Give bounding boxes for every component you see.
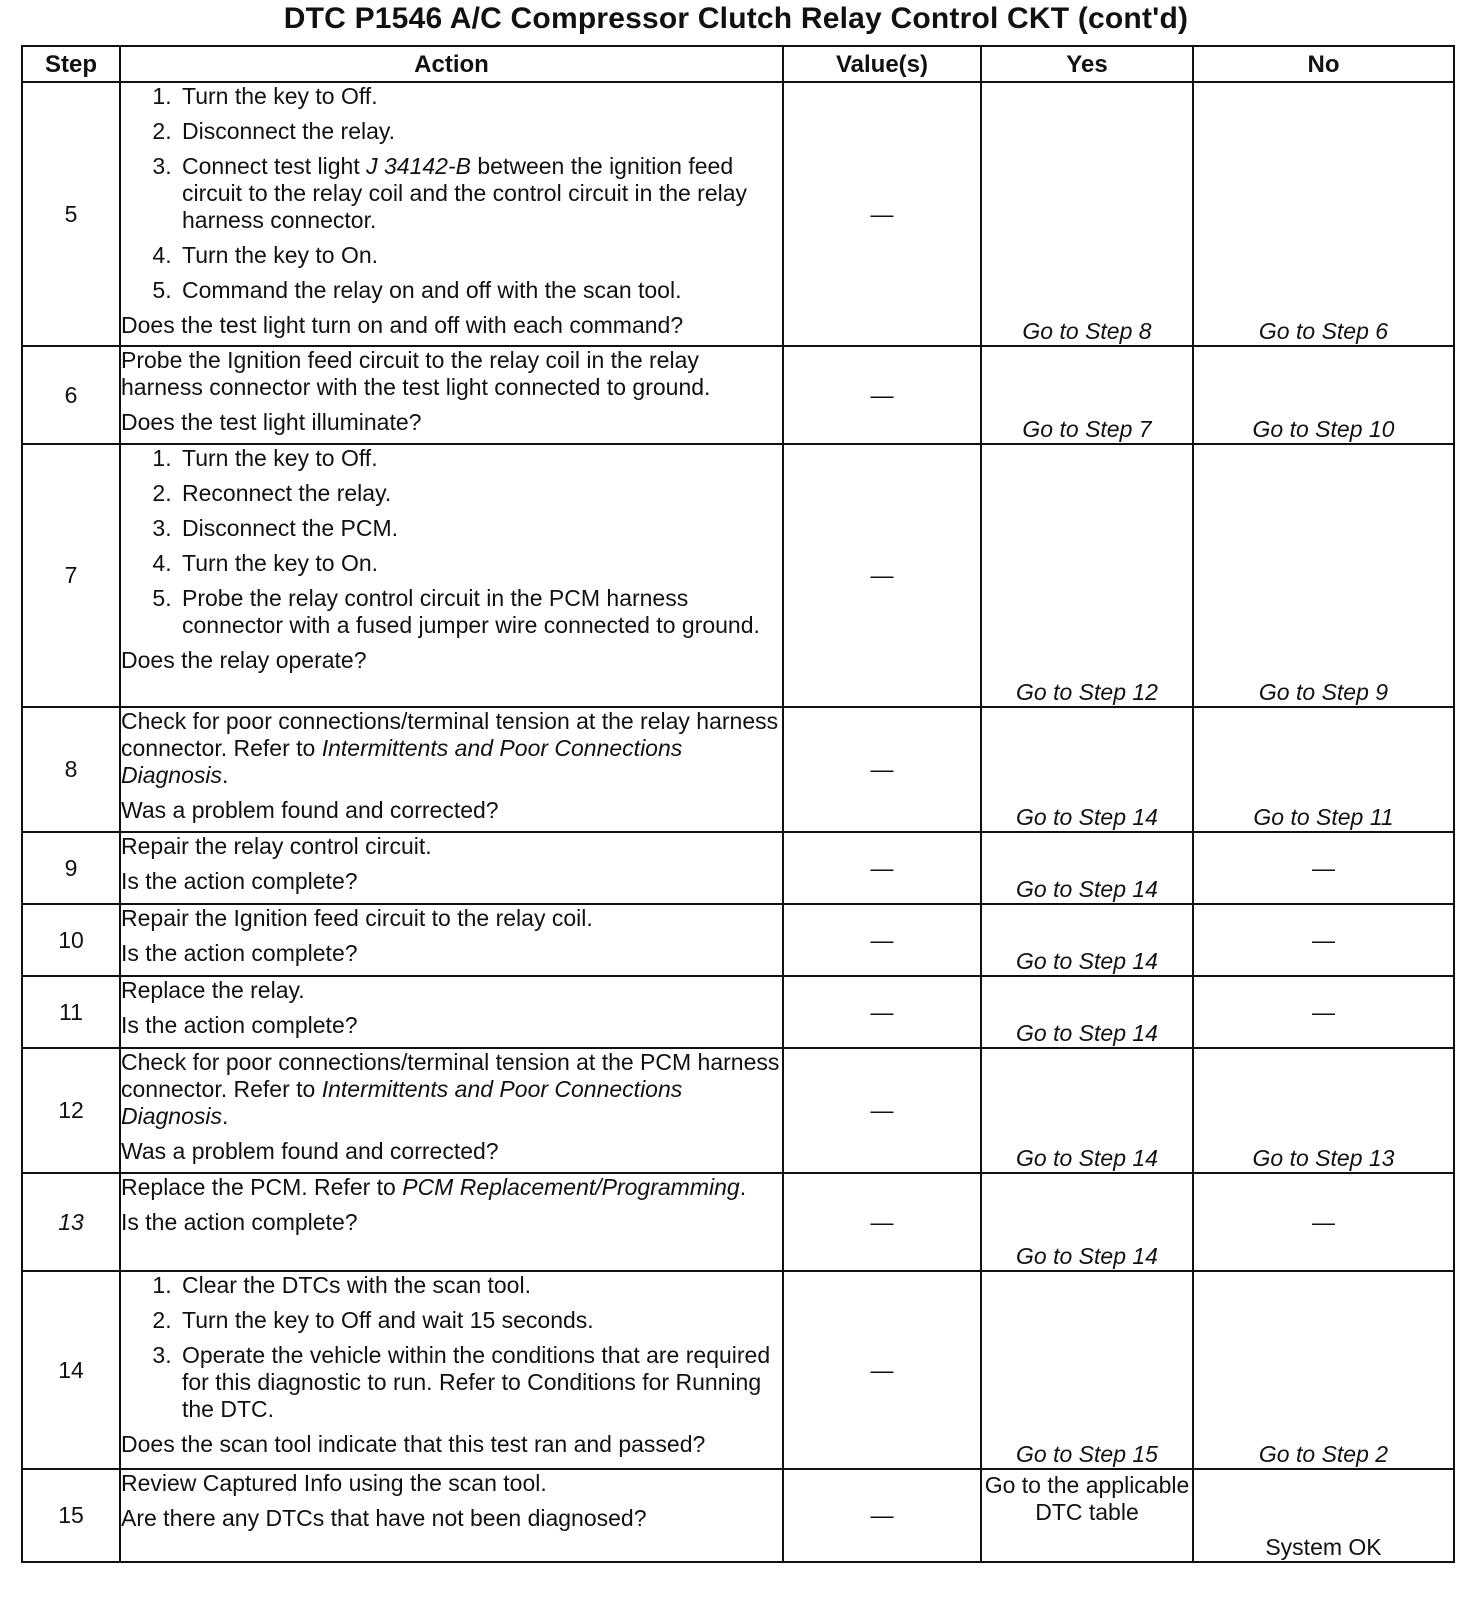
- action-item: 5. Command the relay on and off with the scan tool.: [178, 277, 782, 304]
- action-text: [121, 1049, 782, 1130]
- step-number: 11: [22, 976, 120, 1048]
- action-text-part: Check for poor connections/terminal tension at the relay harness connector. Refer to: [121, 708, 779, 761]
- page-title: DTC P1546 A/C Compressor Clutch Relay Control CKT (cont'd): [283, 2, 1189, 35]
- action-question: Does the test light illuminate?: [121, 409, 422, 435]
- action-cell: [120, 707, 783, 832]
- table-row-step-14: [22, 1271, 1454, 1469]
- step-number: 5: [22, 82, 120, 346]
- tool-reference: J 34142-B: [366, 153, 471, 179]
- action-question: Does the relay operate?: [121, 647, 367, 673]
- table-row-step-9: [22, 832, 1454, 904]
- table-row-step-7: [22, 444, 1454, 707]
- action-cell: [120, 1048, 783, 1173]
- action-question: Is the action complete?: [121, 868, 358, 894]
- step-number: 10: [22, 904, 120, 976]
- step-number: 13: [22, 1173, 120, 1271]
- no-cell: Go to Step 10: [1193, 346, 1454, 444]
- no-cell: —: [1193, 904, 1454, 976]
- action-text: Replace the relay.: [121, 977, 305, 1003]
- reference-link-text: PCM Replacement/Programming: [402, 1174, 740, 1200]
- no-cell: Go to Step 13: [1193, 1048, 1454, 1173]
- value-cell: —: [783, 707, 981, 832]
- header-values: Value(s): [783, 46, 981, 82]
- action-list: [121, 83, 782, 304]
- action-item: 2. Disconnect the relay.: [178, 118, 782, 145]
- action-cell: [120, 82, 783, 346]
- action-text-part: Replace the PCM. Refer to: [121, 1174, 403, 1200]
- yes-cell: Go to Step 14: [981, 1173, 1193, 1271]
- action-item: 4. Turn the key to On.: [178, 242, 782, 269]
- no-cell: —: [1193, 832, 1454, 904]
- action-text-end: .: [222, 1103, 229, 1129]
- action-cell: [120, 346, 783, 444]
- yes-cell: Go to Step 14: [981, 1048, 1193, 1173]
- action-item: 3. Disconnect the PCM.: [178, 515, 782, 542]
- no-cell: Go to Step 2: [1193, 1271, 1454, 1469]
- action-question: Is the action complete?: [121, 1012, 358, 1038]
- yes-cell: Go to Step 14: [981, 904, 1193, 976]
- action-text: Repair the Ignition feed circuit to the relay coil.: [121, 905, 593, 931]
- action-question: Was a problem found and corrected?: [121, 1138, 499, 1164]
- value-cell: —: [783, 904, 981, 976]
- table-header-row: [22, 46, 1454, 82]
- action-item: 5. Probe the relay control circuit in the PCM harness connector with a fused jumper wire connected to ground.: [178, 585, 782, 639]
- table-row-step-10: [22, 904, 1454, 976]
- step-number: 12: [22, 1048, 120, 1173]
- table-row-step-15: [22, 1469, 1454, 1562]
- table-row-step-11: [22, 976, 1454, 1048]
- action-cell: [120, 976, 783, 1048]
- no-cell: Go to Step 11: [1193, 707, 1454, 832]
- action-text: [121, 1174, 782, 1201]
- action-cell: [120, 904, 783, 976]
- yes-cell: Go to the applicable DTC table: [981, 1469, 1193, 1562]
- no-cell: Go to Step 9: [1193, 444, 1454, 707]
- action-question: Is the action complete?: [121, 940, 358, 966]
- value-cell: —: [783, 82, 981, 346]
- action-text: Repair the relay control circuit.: [121, 833, 432, 859]
- header-yes: Yes: [981, 46, 1193, 82]
- step-number: 8: [22, 707, 120, 832]
- step-number: 7: [22, 444, 120, 707]
- no-cell: System OK: [1193, 1469, 1454, 1562]
- action-item-text: Connect test light: [182, 153, 360, 179]
- table-row-step-12: [22, 1048, 1454, 1173]
- action-text: Probe the Ignition feed circuit to the relay coil in the relay harness connector with the test light connected to ground.: [121, 347, 711, 400]
- action-item: 2. Turn the key to Off and wait 15 seconds.: [178, 1307, 782, 1334]
- action-item: 4. Turn the key to On.: [178, 550, 782, 577]
- yes-cell: Go to Step 12: [981, 444, 1193, 707]
- action-question: Does the test light turn on and off with each command?: [121, 312, 684, 338]
- yes-cell: Go to Step 14: [981, 832, 1193, 904]
- value-cell: —: [783, 1469, 981, 1562]
- action-cell: [120, 1271, 783, 1469]
- action-question: Does the scan tool indicate that this test ran and passed?: [121, 1431, 706, 1457]
- table-row-step-8: [22, 707, 1454, 832]
- table-row-step-6: [22, 346, 1454, 444]
- step-number: 9: [22, 832, 120, 904]
- step-number: 6: [22, 346, 120, 444]
- action-item: [178, 153, 782, 234]
- header-action: Action: [120, 46, 783, 82]
- action-question: Was a problem found and corrected?: [121, 797, 499, 823]
- step-number: 15: [22, 1469, 120, 1562]
- action-list: [121, 1272, 782, 1423]
- value-cell: —: [783, 832, 981, 904]
- action-cell: [120, 444, 783, 707]
- action-question: Is the action complete?: [121, 1209, 358, 1235]
- action-cell: [120, 1173, 783, 1271]
- yes-cell: Go to Step 14: [981, 707, 1193, 832]
- action-item: 3. Operate the vehicle within the conditions that are required for this diagnostic to run. Refer to Conditions for Running the DTC.: [178, 1342, 782, 1423]
- action-item: 1. Turn the key to Off.: [178, 83, 782, 110]
- yes-cell: Go to Step 8: [981, 82, 1193, 346]
- no-cell: —: [1193, 976, 1454, 1048]
- action-cell: [120, 1469, 783, 1562]
- action-text-part: Check for poor connections/terminal tension at the PCM harness connector. Refer to: [121, 1049, 780, 1102]
- action-item: 1. Clear the DTCs with the scan tool.: [178, 1272, 782, 1299]
- action-item-text: between the ignition feed circuit to the relay coil and the control circuit in the relay harness connector.: [182, 153, 748, 233]
- diagnostic-table: [21, 45, 1455, 1563]
- reference-link-text: Intermittents and Poor Connections Diagnosis: [121, 1076, 683, 1129]
- value-cell: —: [783, 1173, 981, 1271]
- table-row-step-5: [22, 82, 1454, 346]
- value-cell: —: [783, 1271, 981, 1469]
- action-cell: [120, 832, 783, 904]
- header-no: No: [1193, 46, 1454, 82]
- action-text: [121, 708, 782, 789]
- step-number: 14: [22, 1271, 120, 1469]
- value-cell: —: [783, 976, 981, 1048]
- header-step: Step: [22, 46, 120, 82]
- reference-link-text: Intermittents and Poor Connections Diagnosis: [121, 735, 683, 788]
- no-cell: —: [1193, 1173, 1454, 1271]
- yes-cell: Go to Step 14: [981, 976, 1193, 1048]
- action-question: Are there any DTCs that have not been diagnosed?: [121, 1505, 647, 1531]
- yes-cell: Go to Step 15: [981, 1271, 1193, 1469]
- action-item: 1. Turn the key to Off.: [178, 445, 782, 472]
- action-text-end: .: [739, 1174, 747, 1200]
- table-row-step-13: [22, 1173, 1454, 1271]
- value-cell: —: [783, 1048, 981, 1173]
- value-cell: —: [783, 444, 981, 707]
- value-cell: —: [783, 346, 981, 444]
- action-list: [121, 445, 782, 639]
- action-item: 2. Reconnect the relay.: [178, 480, 782, 507]
- action-text: Review Captured Info using the scan tool.: [121, 1470, 547, 1496]
- action-text-end: .: [222, 762, 229, 788]
- yes-cell: Go to Step 7: [981, 346, 1193, 444]
- no-cell: Go to Step 6: [1193, 82, 1454, 346]
